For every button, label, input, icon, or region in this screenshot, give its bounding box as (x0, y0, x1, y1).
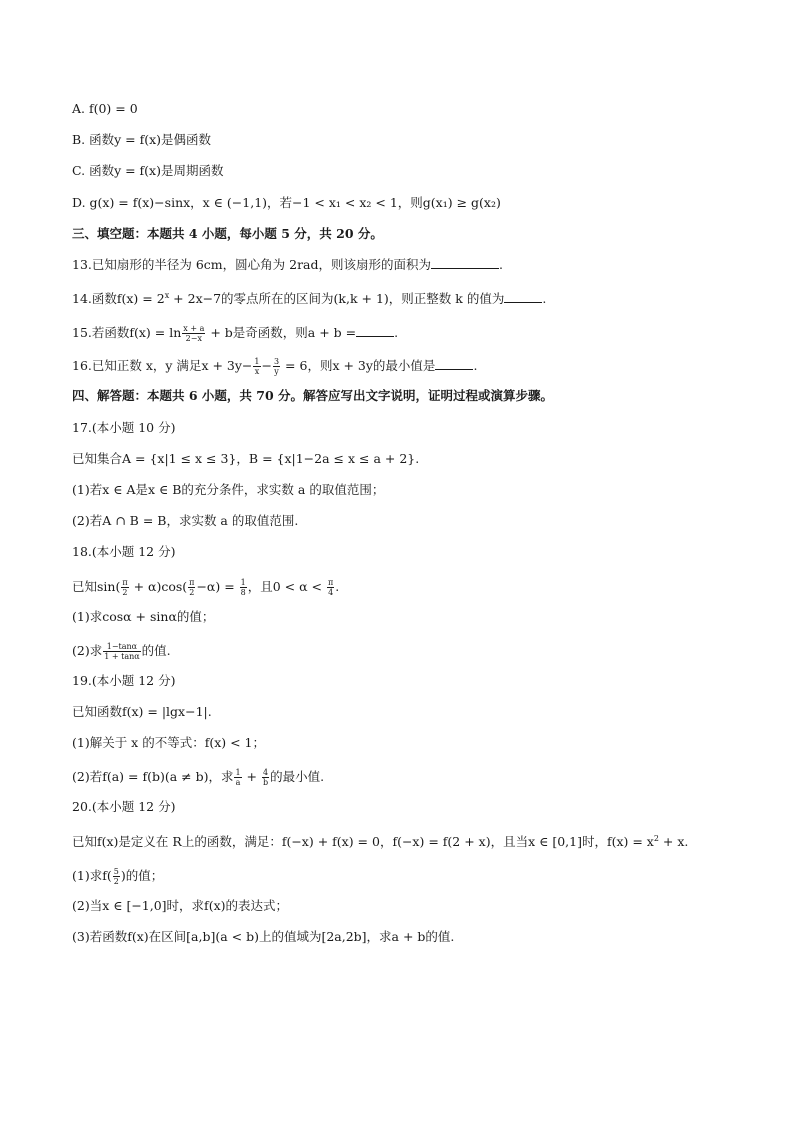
fraction-numerator: x + a (183, 324, 205, 334)
fraction-denominator: a (235, 778, 241, 788)
q14-text-post: + 2x−7的零点所在的区间为(k,k + 1)，则正整数 k 的值为 (169, 291, 505, 307)
q20-title: 20.(本小题 12 分) (72, 799, 176, 815)
q17-part-2: (2)若A ∩ B = B，求实数 a 的取值范围. (72, 513, 299, 529)
question-13: 13.已知扇形的半径为 6cm，圆心角为 2rad，则该扇形的面积为 . (72, 256, 504, 272)
q16-text-pre: 16.已知正数 x，y 满足x + 3y− (72, 358, 253, 374)
q17-part-1: (1)若x ∈ A是x ∈ B的充分条件，求实数 a 的取值范围； (72, 482, 385, 498)
q15-text-pre: 15.若函数f(x) = ln (72, 325, 182, 341)
fraction-numerator: 1 (254, 357, 260, 367)
fraction (240, 578, 247, 597)
exam-page (72, 100, 732, 959)
fraction-numerator: 1−tanα (103, 642, 140, 652)
answer-blank[interactable] (435, 357, 473, 370)
fraction-numerator: 1 (240, 577, 246, 587)
q18-part-1: (1)求cosα + sinα的值； (72, 608, 215, 624)
fraction (262, 768, 269, 787)
fraction (103, 642, 140, 661)
section-3-header: 三、填空题：本题共 4 小题，每小题 5 分，共 20 分。 (72, 225, 383, 241)
fraction-numerator: π (328, 577, 334, 587)
fraction-denominator: 2 (122, 587, 128, 597)
q20-stem (72, 830, 732, 851)
fraction-numerator: 4 (263, 768, 269, 778)
fraction (253, 357, 260, 376)
fraction-denominator: 2−x (185, 334, 202, 344)
answer-blank[interactable] (356, 324, 394, 337)
q18-text: 的值. (141, 642, 171, 658)
fraction-denominator: 8 (240, 587, 246, 597)
q20-text: )的值； (120, 867, 164, 883)
q19-part-2 (72, 765, 732, 789)
q18-stem (72, 575, 732, 599)
q19-text: 的最小值. (270, 769, 325, 785)
q17-title: 17.(本小题 10 分) (72, 419, 176, 435)
q20-text: 已知f(x)是定义在 R上的函数，满足：f(−x) + f(x) = 0，f(−x) = f(2 + x)，且当x ∈ [0,1]时，f(x) = x (72, 833, 654, 849)
q16-text-post: = 6，则x + 3y的最小值是 (281, 358, 436, 374)
minus-sign: − (261, 358, 272, 374)
fraction (327, 578, 334, 597)
q18-title: 18.(本小题 12 分) (72, 544, 176, 560)
q20-part-1 (72, 864, 732, 888)
fraction (182, 324, 205, 343)
q18-text: . (335, 578, 340, 594)
fraction-numerator: 3 (273, 357, 280, 367)
q20-exponent: 2 (653, 833, 659, 843)
fraction-denominator: 4 (328, 587, 334, 597)
q17-stem: 已知集合A = {x|1 ≤ x ≤ 3}，B = {x|1−2a ≤ x ≤ a + 2}. (72, 450, 420, 466)
fraction-denominator: b (262, 778, 269, 788)
q20-part-2: (2)当x ∈ [−1,0]时，求f(x)的表达式； (72, 897, 288, 913)
plus-sign: + (242, 769, 261, 785)
fraction-denominator: 1 + tanα (104, 651, 140, 661)
fraction-denominator: 2 (189, 587, 195, 597)
fraction (234, 768, 241, 787)
q20-text: + x. (658, 833, 689, 849)
section-4-header: 四、解答题：本题共 6 小题，共 70 分。解答应写出文字说明，证明过程或演算步骤。 (72, 388, 554, 404)
fraction-numerator: 1 (235, 768, 241, 778)
q18-text: ，且0 < α < (247, 578, 326, 594)
fraction-denominator: x (254, 367, 260, 377)
q20-part-3: (3)若函数f(x)在区间[a,b](a < b)上的值域为[2a,2b]，求a + b的值. (72, 929, 455, 945)
answer-blank[interactable] (504, 290, 542, 303)
q15-text-post: + b是奇函数，则a + b = (206, 325, 357, 341)
fraction-denominator: y (274, 367, 279, 377)
option-d: D. g(x) = f(x)−sinx，x ∈ (−1,1)，若−1 < x₁ < x₂ < 1，则g(x₁) ≥ g(x₂) (72, 194, 501, 210)
fraction-numerator: 5 (113, 866, 119, 876)
fraction (188, 578, 195, 597)
q18-text: 已知sin( (72, 578, 121, 594)
q14-text-pre: 14.函数f(x) = 2 (72, 291, 165, 307)
q20-text: (1)求f( (72, 867, 112, 883)
question-16: 16.已知正数 x，y 满足x + 3y− $\frac{1}{x}$ − $\frac{3}{y}$ = 6，则x + 3y的最小值是 . (72, 357, 478, 377)
q18-text: (2)求 (72, 642, 103, 658)
option-b: B. 函数y = f(x)是偶函数 (72, 132, 212, 148)
fraction-denominator: 2 (113, 876, 119, 886)
fraction (113, 867, 120, 886)
question-15: 15.若函数f(x) = ln $\frac{x + a}{2-x}$ + b是奇函数，则a + b = . (72, 324, 399, 344)
q19-text: (2)若f(a) = f(b)(a ≠ b)，求 (72, 769, 234, 785)
q18-part-2 (72, 639, 732, 663)
answer-blank[interactable] (431, 256, 499, 269)
fraction (273, 357, 280, 376)
question-14: 14.函数$f(x) = 2^x + 2x-7$的零点所在的区间为(k,k + 1)，则正整数 k 的值为 . (72, 291, 547, 307)
q19-part-1: (1)解关于 x 的不等式：f(x) < 1； (72, 735, 266, 751)
fraction (121, 578, 128, 597)
option-c: C. 函数y = f(x)是周期函数 (72, 163, 224, 179)
option-a: A. f(0) = 0 (72, 101, 138, 116)
q19-title: 19.(本小题 12 分) (72, 672, 176, 688)
q14-exponent: x (164, 291, 170, 301)
q18-text: −α) = (196, 578, 239, 594)
q13-text: 13.已知扇形的半径为 6cm，圆心角为 2rad，则该扇形的面积为 (72, 256, 432, 272)
fraction-numerator: π (122, 577, 128, 587)
q18-text: + α)cos( (129, 578, 188, 594)
q19-stem: 已知函数f(x) = |lgx−1|. (72, 703, 212, 719)
fraction-numerator: π (189, 577, 195, 587)
